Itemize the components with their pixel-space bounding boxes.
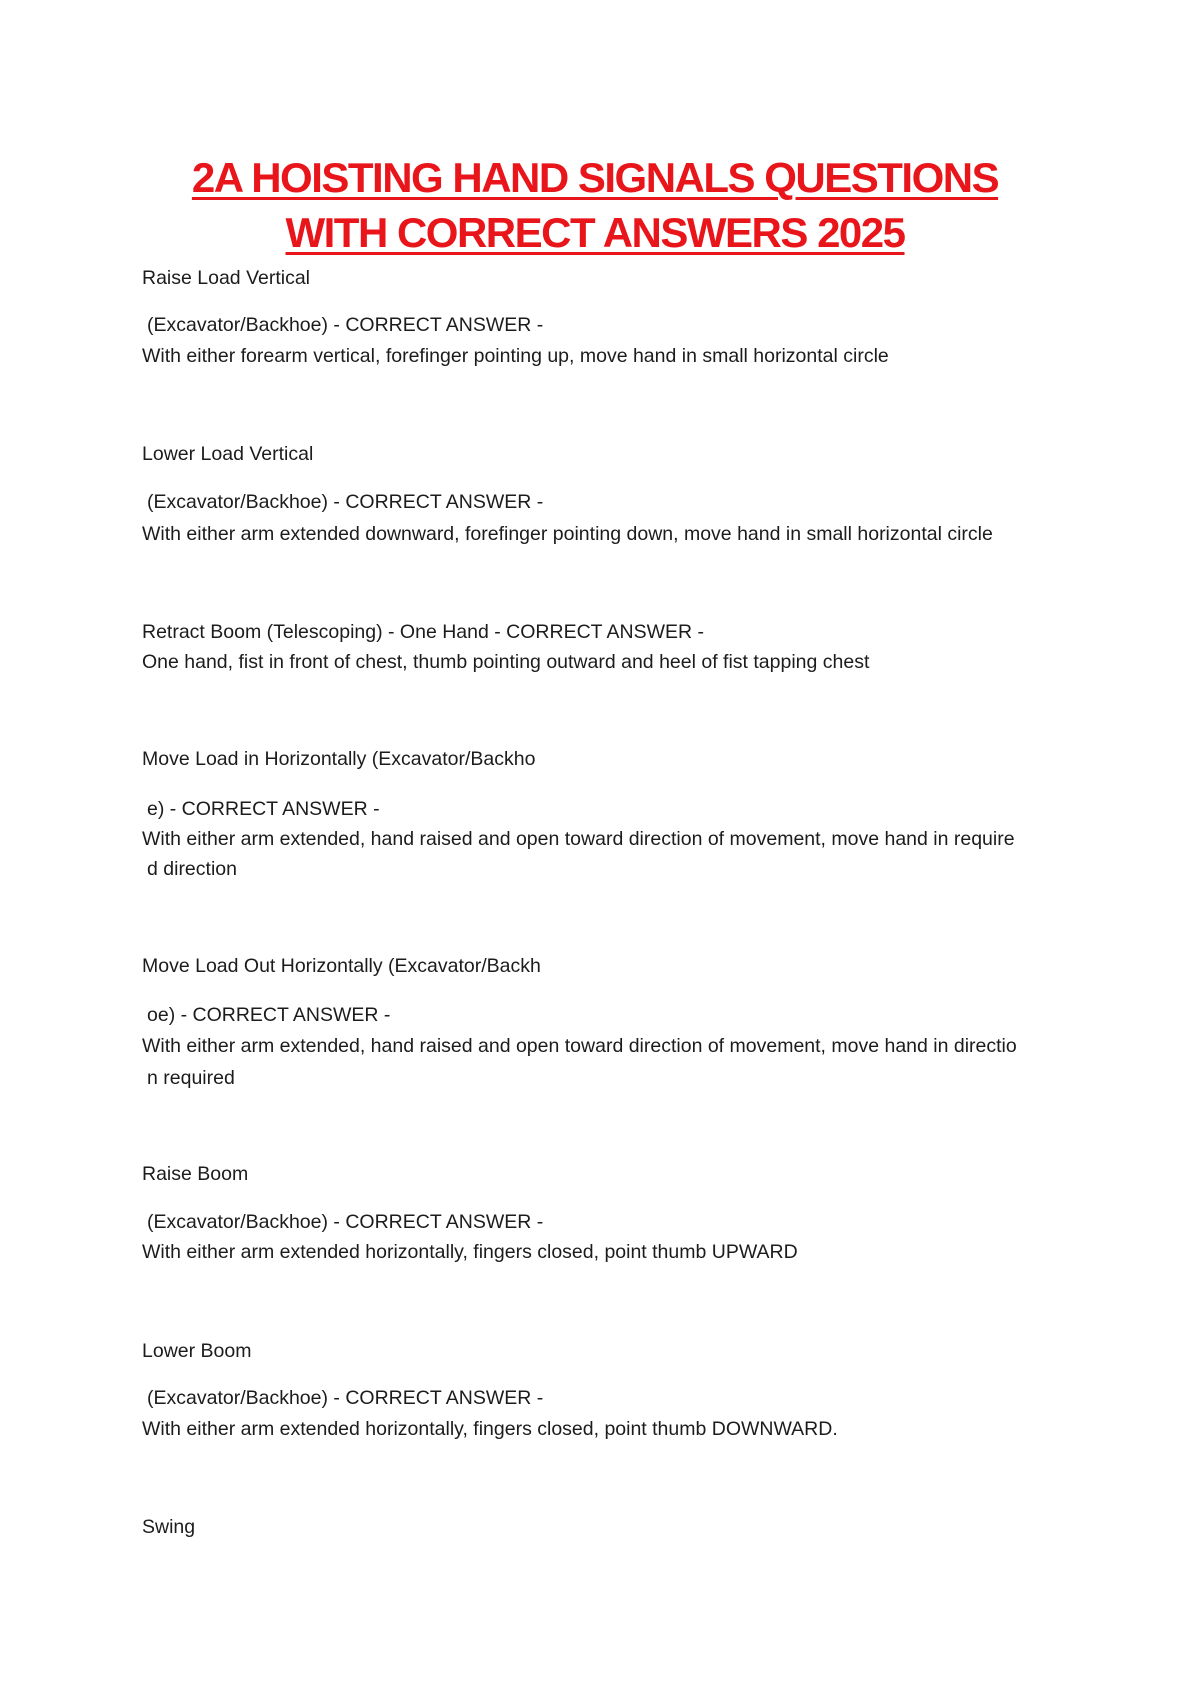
answer-text-continued: n required (147, 1067, 235, 1089)
answer-label: (Excavator/Backhoe) - CORRECT ANSWER - (147, 1211, 544, 1233)
question-text: Swing (142, 1516, 196, 1538)
answer-text: With either arm extended horizontally, fingers closed, point thumb UPWARD (142, 1241, 798, 1263)
document-title (100, 150, 1090, 260)
question-text: Lower Load Vertical (142, 443, 314, 465)
question-text: Move Load in Horizontally (Excavator/Backho (142, 748, 536, 770)
title-line-1: 2A HOISTING HAND SIGNALS QUESTIONS (191, 154, 999, 201)
title-line-2: WITH CORRECT ANSWERS 2025 (285, 209, 905, 256)
answer-label: (Excavator/Backhoe) - CORRECT ANSWER - (147, 314, 544, 336)
answer-label: e) - CORRECT ANSWER - (147, 798, 380, 820)
answer-text: With either arm extended, hand raised and open toward direction of movement, move hand in directio (142, 1035, 1017, 1057)
answer-label: (Excavator/Backhoe) - CORRECT ANSWER - (147, 1387, 544, 1409)
answer-text: With either forearm vertical, forefinger pointing up, move hand in small horizontal circle (142, 345, 889, 367)
answer-label: oe) - CORRECT ANSWER - (147, 1004, 391, 1026)
answer-label: (Excavator/Backhoe) - CORRECT ANSWER - (147, 491, 544, 513)
answer-text: One hand, fist in front of chest, thumb pointing outward and heel of fist tapping chest (142, 651, 870, 673)
answer-text: With either arm extended horizontally, fingers closed, point thumb DOWNWARD. (142, 1418, 838, 1440)
question-text: Move Load Out Horizontally (Excavator/Backh (142, 955, 541, 977)
answer-text-continued: d direction (147, 858, 237, 880)
question-text: Retract Boom (Telescoping) - One Hand - CORRECT ANSWER - (142, 621, 705, 643)
answer-text: With either arm extended downward, forefinger pointing down, move hand in small horizontal circle (142, 523, 993, 545)
question-text: Raise Boom (142, 1163, 249, 1185)
answer-text: With either arm extended, hand raised and open toward direction of movement, move hand in require (142, 828, 1015, 850)
question-text: Lower Boom (142, 1340, 252, 1362)
question-text: Raise Load Vertical (142, 267, 311, 289)
